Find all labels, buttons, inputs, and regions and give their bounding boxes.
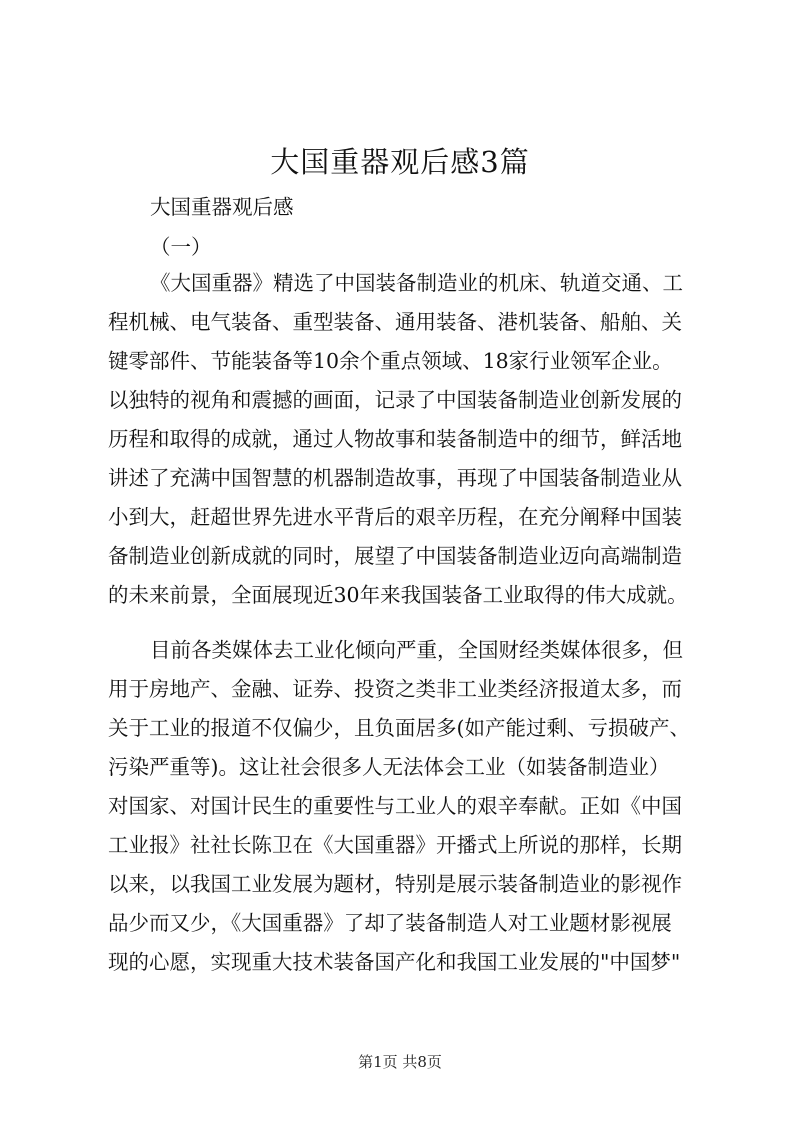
paragraph-line: 程机械、电气装备、重型装备、通用装备、港机装备、船舶、关: [108, 310, 682, 334]
paragraph-line: 历程和取得的成就，通过人物故事和装备制造中的细节，鲜活地: [108, 427, 682, 451]
paragraph-line: 键零部件、节能装备等10余个重点领域、18家行业领军企业。: [108, 349, 673, 373]
paragraph-line: 以来，以我国工业发展为题材，特别是展示装备制造业的影视作: [108, 872, 682, 896]
paragraph-line: 工业报》社社长陈卫在《大国重器》开播式上所说的那样，长期: [108, 833, 682, 857]
page-indicator: 第1页 共8页: [358, 1053, 442, 1071]
document-subtitle: 大国重器观后感: [150, 195, 294, 219]
paragraph-line: 的未来前景，全面展现近30年来我国装备工业取得的伟大成就。: [108, 583, 688, 607]
paragraph-line: 讲述了充满中国智慧的机器制造故事，再现了中国装备制造业从: [108, 466, 682, 490]
document-title: 大国重器观后感3篇: [270, 145, 530, 179]
paragraph-line: 用于房地产、金融、证券、投资之类非工业类经济报道太多，而: [108, 677, 682, 701]
paragraph-line: 《大国重器》精选了中国装备制造业的机床、轨道交通、工: [150, 271, 683, 295]
paragraph-line: 目前各类媒体去工业化倾向严重，全国财经类媒体很多，但: [150, 638, 683, 662]
paragraph-line: 以独特的视角和震撼的画面，记录了中国装备制造业创新发展的: [108, 388, 682, 412]
paragraph-line: 品少而又少，《大国重器》了却了装备制造人对工业题材影视展: [108, 911, 672, 935]
paragraph-line: 关于工业的报道不仅偏少，且负面居多(如产能过剩、亏损破产、: [108, 716, 690, 740]
section-marker: （一）: [150, 235, 212, 259]
paragraph-line: 对国家、对国计民生的重要性与工业人的艰辛奉献。正如《中国: [108, 794, 682, 818]
paragraph-line: 备制造业创新成就的同时，展望了中国装备制造业迈向高端制造: [108, 544, 682, 568]
paragraph-line: 现的心愿，实现重大技术装备国产化和我国工业发展的"中国梦": [108, 950, 681, 974]
paragraph-line: 小到大，赶超世界先进水平背后的艰辛历程，在充分阐释中国装: [108, 505, 682, 529]
paragraph-line: 污染严重等)。这让社会很多人无法体会工业（如装备制造业）: [108, 755, 670, 779]
